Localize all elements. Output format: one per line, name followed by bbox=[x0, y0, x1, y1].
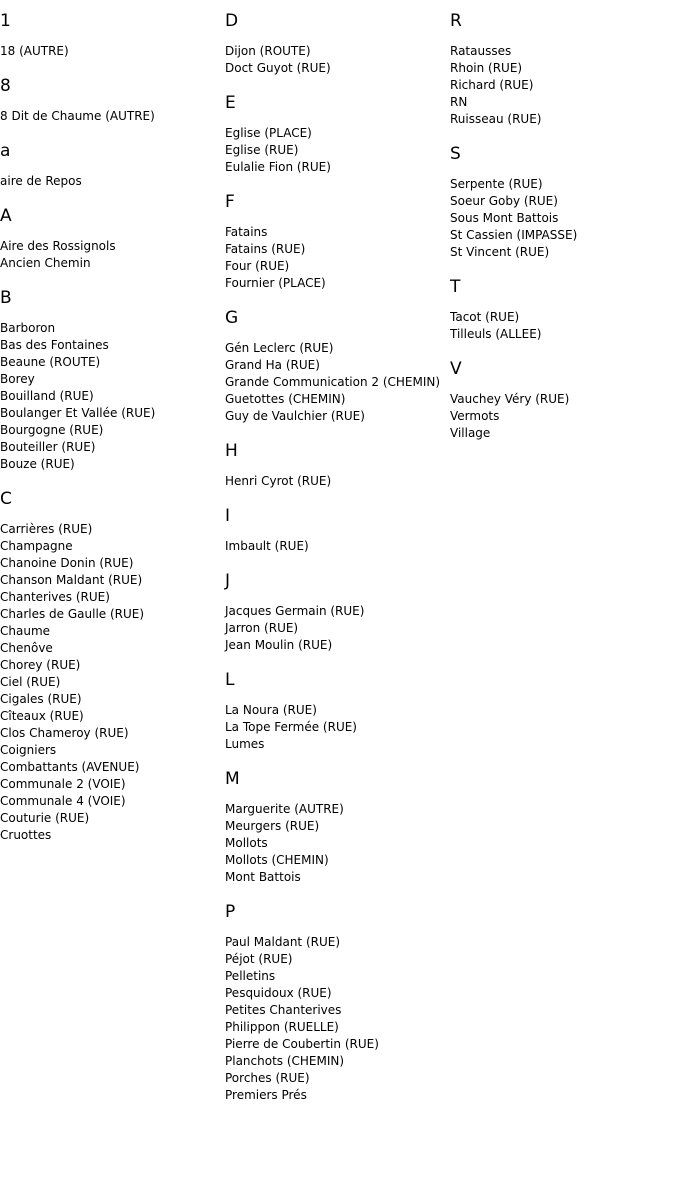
street-item: aire de Repos bbox=[0, 174, 82, 188]
index-column bbox=[225, 11, 450, 1120]
letter-heading: S bbox=[450, 144, 461, 164]
letter-heading: D bbox=[225, 11, 239, 31]
street-item: Paul Maldant (RUE) bbox=[225, 935, 341, 949]
letter-group bbox=[225, 192, 450, 292]
street-item: Fatains bbox=[225, 225, 268, 239]
street-item: Village bbox=[450, 426, 491, 440]
letter-heading: T bbox=[450, 277, 461, 297]
street-item: Porches (RUE) bbox=[225, 1071, 310, 1085]
letter-group bbox=[450, 11, 675, 128]
street-item: St Cassien (IMPASSE) bbox=[450, 228, 578, 242]
street-item: Soeur Goby (RUE) bbox=[450, 194, 558, 208]
street-item: Chanson Maldant (RUE) bbox=[0, 573, 143, 587]
street-item: Ancien Chemin bbox=[0, 256, 91, 270]
street-item: St Vincent (RUE) bbox=[450, 245, 550, 259]
street-item: Communale 2 (VOIE) bbox=[0, 777, 126, 791]
letter-group bbox=[225, 506, 450, 555]
street-item: Pierre de Coubertin (RUE) bbox=[225, 1037, 379, 1051]
street-item: La Tope Fermée (RUE) bbox=[225, 720, 357, 734]
street-item: Eglise (RUE) bbox=[225, 143, 299, 157]
street-item: La Noura (RUE) bbox=[225, 703, 317, 717]
street-item: Bourgogne (RUE) bbox=[0, 423, 104, 437]
letter-group bbox=[225, 308, 450, 425]
street-item: Bas des Fontaines bbox=[0, 338, 109, 352]
street-item: Bouze (RUE) bbox=[0, 457, 75, 471]
letter-heading: M bbox=[225, 769, 240, 789]
letter-heading: B bbox=[0, 288, 12, 308]
street-item: Cigales (RUE) bbox=[0, 692, 82, 706]
letter-heading: a bbox=[0, 141, 11, 161]
street-item: Cruottes bbox=[0, 828, 52, 842]
street-item: Pesquidoux (RUE) bbox=[225, 986, 332, 1000]
street-item: Clos Chameroy (RUE) bbox=[0, 726, 129, 740]
street-item: Chaume bbox=[0, 624, 51, 638]
street-item: Ciel (RUE) bbox=[0, 675, 61, 689]
street-item: Eglise (PLACE) bbox=[225, 126, 312, 140]
letter-heading: 8 bbox=[0, 76, 11, 96]
street-item: Chorey (RUE) bbox=[0, 658, 81, 672]
street-item: Bouilland (RUE) bbox=[0, 389, 94, 403]
letter-group bbox=[225, 670, 450, 753]
street-item: Chanoine Donin (RUE) bbox=[0, 556, 134, 570]
street-item: Serpente (RUE) bbox=[450, 177, 543, 191]
street-item: Péjot (RUE) bbox=[225, 952, 293, 966]
street-item: RN bbox=[450, 95, 468, 109]
street-item: Vermots bbox=[450, 409, 500, 423]
street-item: Charles de Gaulle (RUE) bbox=[0, 607, 145, 621]
street-item: Guy de Vaulchier (RUE) bbox=[225, 409, 365, 423]
street-item: Grande Communication 2 (CHEMIN) bbox=[225, 375, 441, 389]
street-item: Couturie (RUE) bbox=[0, 811, 90, 825]
street-item: Combattants (AVENUE) bbox=[0, 760, 140, 774]
street-item: Tilleuls (ALLEE) bbox=[450, 327, 542, 341]
street-item: 8 Dit de Chaume (AUTRE) bbox=[0, 109, 155, 123]
street-item: Boulanger Et Vallée (RUE) bbox=[0, 406, 156, 420]
index-column bbox=[450, 11, 675, 458]
street-item: Guetottes (CHEMIN) bbox=[225, 392, 346, 406]
street-item: Mont Battois bbox=[225, 870, 301, 884]
letter-group bbox=[0, 11, 225, 60]
letter-heading: P bbox=[225, 902, 236, 922]
street-item: Jacques Germain (RUE) bbox=[225, 604, 365, 618]
letter-group bbox=[225, 571, 450, 654]
letter-group bbox=[450, 277, 675, 343]
street-item: Fatains (RUE) bbox=[225, 242, 306, 256]
letter-group bbox=[225, 11, 450, 77]
street-item: Beaune (ROUTE) bbox=[0, 355, 101, 369]
street-item: Henri Cyrot (RUE) bbox=[225, 474, 332, 488]
letter-heading: G bbox=[225, 308, 239, 328]
street-item: Ruisseau (RUE) bbox=[450, 112, 542, 126]
letter-group bbox=[225, 93, 450, 176]
street-item: Pelletins bbox=[225, 969, 276, 983]
letter-heading: 1 bbox=[0, 11, 11, 31]
street-item: Sous Mont Battois bbox=[450, 211, 559, 225]
letter-heading: A bbox=[0, 206, 12, 226]
street-item: Barboron bbox=[0, 321, 56, 335]
letter-heading: F bbox=[225, 192, 235, 212]
letter-group bbox=[225, 902, 450, 1104]
street-item: Lumes bbox=[225, 737, 265, 751]
street-item: Ratausses bbox=[450, 44, 512, 58]
letter-heading: H bbox=[225, 441, 238, 461]
letter-group bbox=[450, 359, 675, 442]
letter-heading: J bbox=[225, 571, 231, 591]
letter-group bbox=[0, 489, 225, 844]
letter-group bbox=[0, 141, 225, 190]
index-column bbox=[0, 11, 225, 860]
letter-heading: E bbox=[225, 93, 236, 113]
letter-group bbox=[225, 769, 450, 886]
street-item: Meurgers (RUE) bbox=[225, 819, 320, 833]
street-item: Four (RUE) bbox=[225, 259, 290, 273]
letter-group bbox=[225, 441, 450, 490]
street-item: Vauchey Véry (RUE) bbox=[450, 392, 570, 406]
street-item: Marguerite (AUTRE) bbox=[225, 802, 344, 816]
street-item: Richard (RUE) bbox=[450, 78, 534, 92]
street-item: Petites Chanterives bbox=[225, 1003, 342, 1017]
street-item: Cîteaux (RUE) bbox=[0, 709, 84, 723]
street-item: Eulalie Fion (RUE) bbox=[225, 160, 331, 174]
street-item: Jarron (RUE) bbox=[225, 621, 299, 635]
street-item: Rhoin (RUE) bbox=[450, 61, 523, 75]
street-item: 18 (AUTRE) bbox=[0, 44, 69, 58]
letter-group bbox=[0, 206, 225, 272]
street-item: Premiers Prés bbox=[225, 1088, 307, 1102]
street-item: Doct Guyot (RUE) bbox=[225, 61, 331, 75]
street-item: Carrières (RUE) bbox=[0, 522, 93, 536]
street-item: Chenôve bbox=[0, 641, 53, 655]
street-item: Mollots bbox=[225, 836, 268, 850]
letter-group bbox=[0, 76, 225, 125]
street-item: Coigniers bbox=[0, 743, 57, 757]
letter-heading: V bbox=[450, 359, 462, 379]
letter-group bbox=[0, 288, 225, 473]
street-item: Bouteiller (RUE) bbox=[0, 440, 96, 454]
street-item: Communale 4 (VOIE) bbox=[0, 794, 126, 808]
street-item: Fournier (PLACE) bbox=[225, 276, 326, 290]
letter-group bbox=[450, 144, 675, 261]
street-item: Gén Leclerc (RUE) bbox=[225, 341, 334, 355]
street-item: Champagne bbox=[0, 539, 73, 553]
street-item: Tacot (RUE) bbox=[450, 310, 520, 324]
street-item: Mollots (CHEMIN) bbox=[225, 853, 329, 867]
street-item: Philippon (RUELLE) bbox=[225, 1020, 339, 1034]
street-item: Aire des Rossignols bbox=[0, 239, 116, 253]
street-item: Chanterives (RUE) bbox=[0, 590, 110, 604]
street-item: Dijon (ROUTE) bbox=[225, 44, 311, 58]
street-item: Planchots (CHEMIN) bbox=[225, 1054, 345, 1068]
letter-heading: L bbox=[225, 670, 235, 690]
letter-heading: C bbox=[0, 489, 12, 509]
street-item: Jean Moulin (RUE) bbox=[225, 638, 333, 652]
street-item: Borey bbox=[0, 372, 35, 386]
street-item: Imbault (RUE) bbox=[225, 539, 309, 553]
letter-heading: R bbox=[450, 11, 462, 31]
street-item: Grand Ha (RUE) bbox=[225, 358, 320, 372]
letter-heading: I bbox=[225, 506, 231, 526]
